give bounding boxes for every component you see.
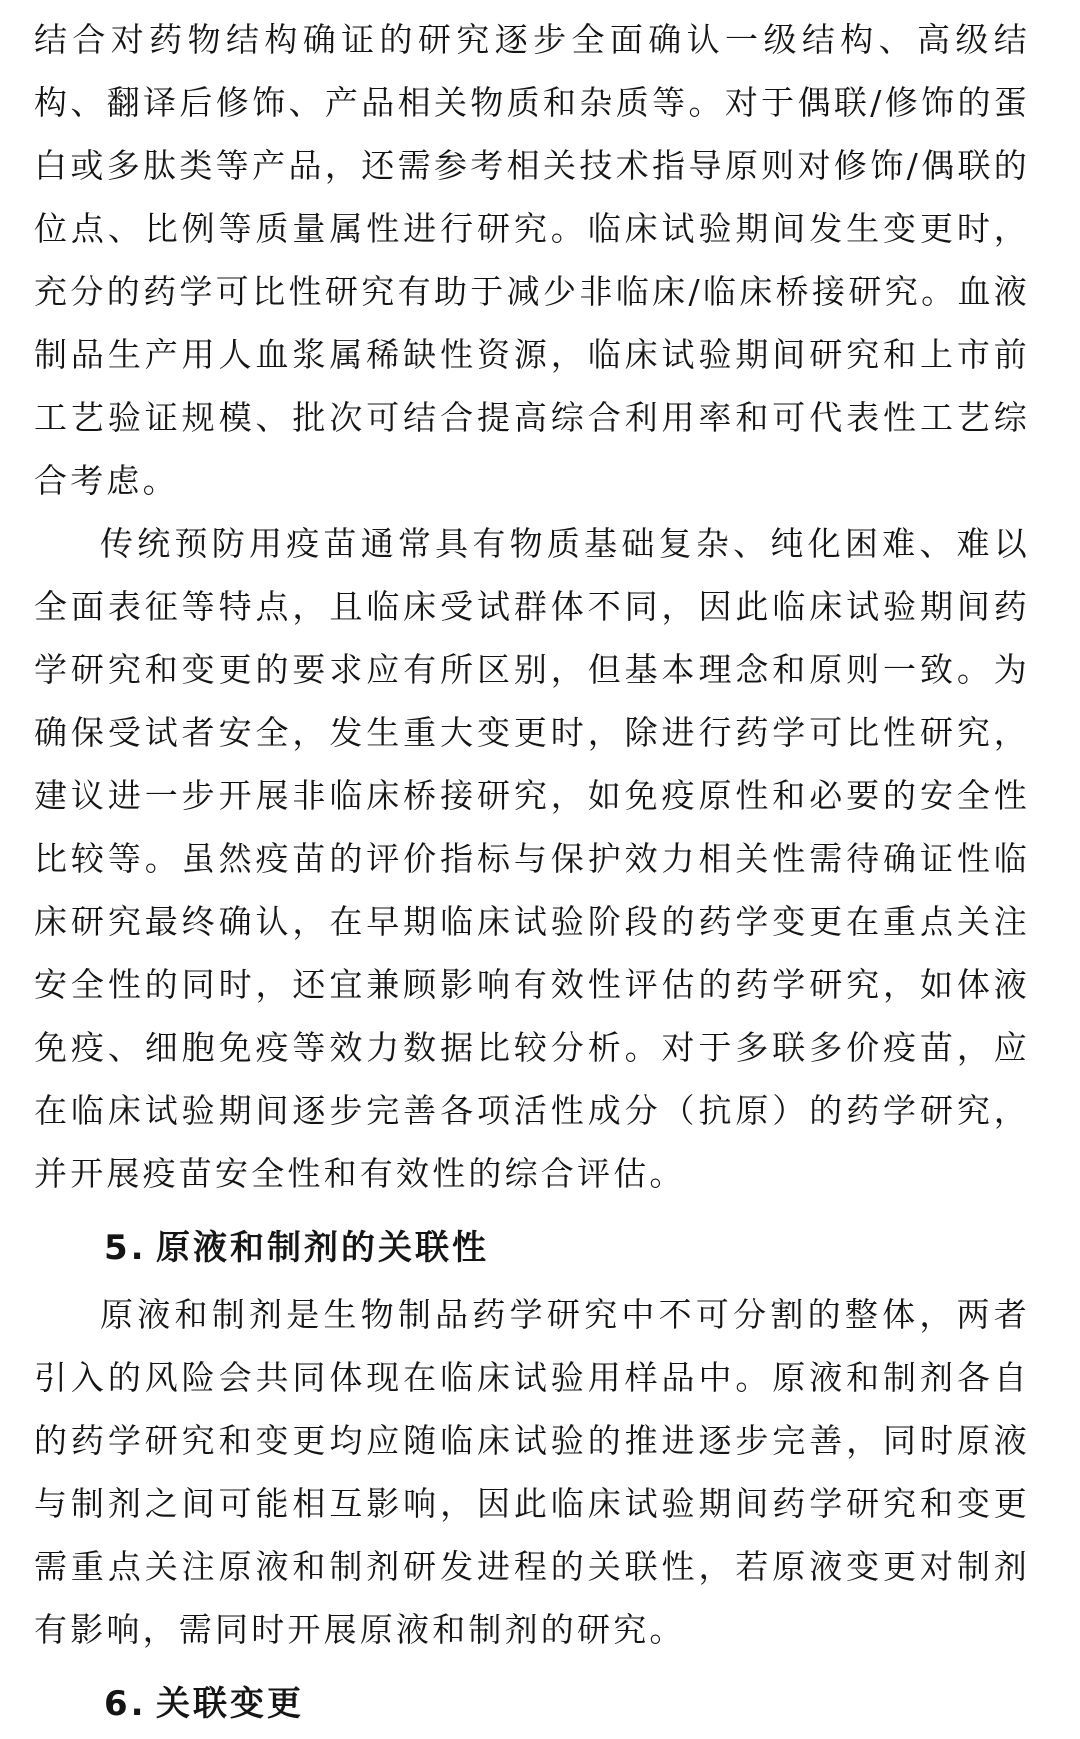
section-5-body: 原液和制剂是生物制品药学研究中不可分割的整体，两者引入的风险会共同体现在临床试验用样品中。原液和制剂各自的药学研究和变更均应随临床试验的推进逐步完善，同时原液与制剂之间可能相互影响，因此临床试验期间药学研究和变更需重点关注原液和制剂研发进程的关联性，若原液变更对制剂有影响，需同时开展原液和制剂的研究。 — [34, 1295, 1030, 1649]
paragraph-vaccine: 传统预防用疫苗通常具有物质基础复杂、纯化困难、难以全面表征等特点，且临床受试群体不同，因此临床试验期间药学研究和变更的要求应有所区别，但基本理念和原则一致。为确保受试者安全，发生重大变更时，除进行药学可比性研究，建议进一步开展非临床桥接研究，如免疫原性和必要的安全性比较等。虽然疫苗的评价指标与保护效力相关性需待确证性临床研究最终确认，在早期临床试验阶段的药学变更在重点关注安全性的同时，还宜兼顾影响有效性评估的药学研究，如体液免疫、细胞免疫等效力数据比较分析。对于多联多价疫苗，应在临床试验期间逐步完善各项活性成分（抗原）的药学研究，并开展疫苗安全性和有效性的综合评估。 — [34, 524, 1030, 1193]
section-5-number: 5. — [104, 1228, 147, 1268]
section-6-heading — [34, 1669, 1030, 1739]
section-5-title: 原液和制剂的关联性 — [156, 1228, 489, 1268]
section-6-number: 6. — [104, 1684, 147, 1724]
section-5-heading — [34, 1213, 1030, 1283]
section-6-title: 关联变更 — [156, 1684, 304, 1724]
paragraph-continued: 结合对药物结构确证的研究逐步全面确认一级结构、高级结构、翻译后修饰、产品相关物质和杂质等。对于偶联/修饰的蛋白或多肽类等产品，还需参考相关技术指导原则对修饰/偶联的位点、比例等质量属性进行研究。临床试验期间发生变更时，充分的药学可比性研究有助于减少非临床/临床桥接研究。血液制品生产用人血浆属稀缺性资源，临床试验期间研究和上市前工艺验证规模、批次可结合提高综合利用率和可代表性工艺综合考虑。 — [34, 20, 1030, 500]
